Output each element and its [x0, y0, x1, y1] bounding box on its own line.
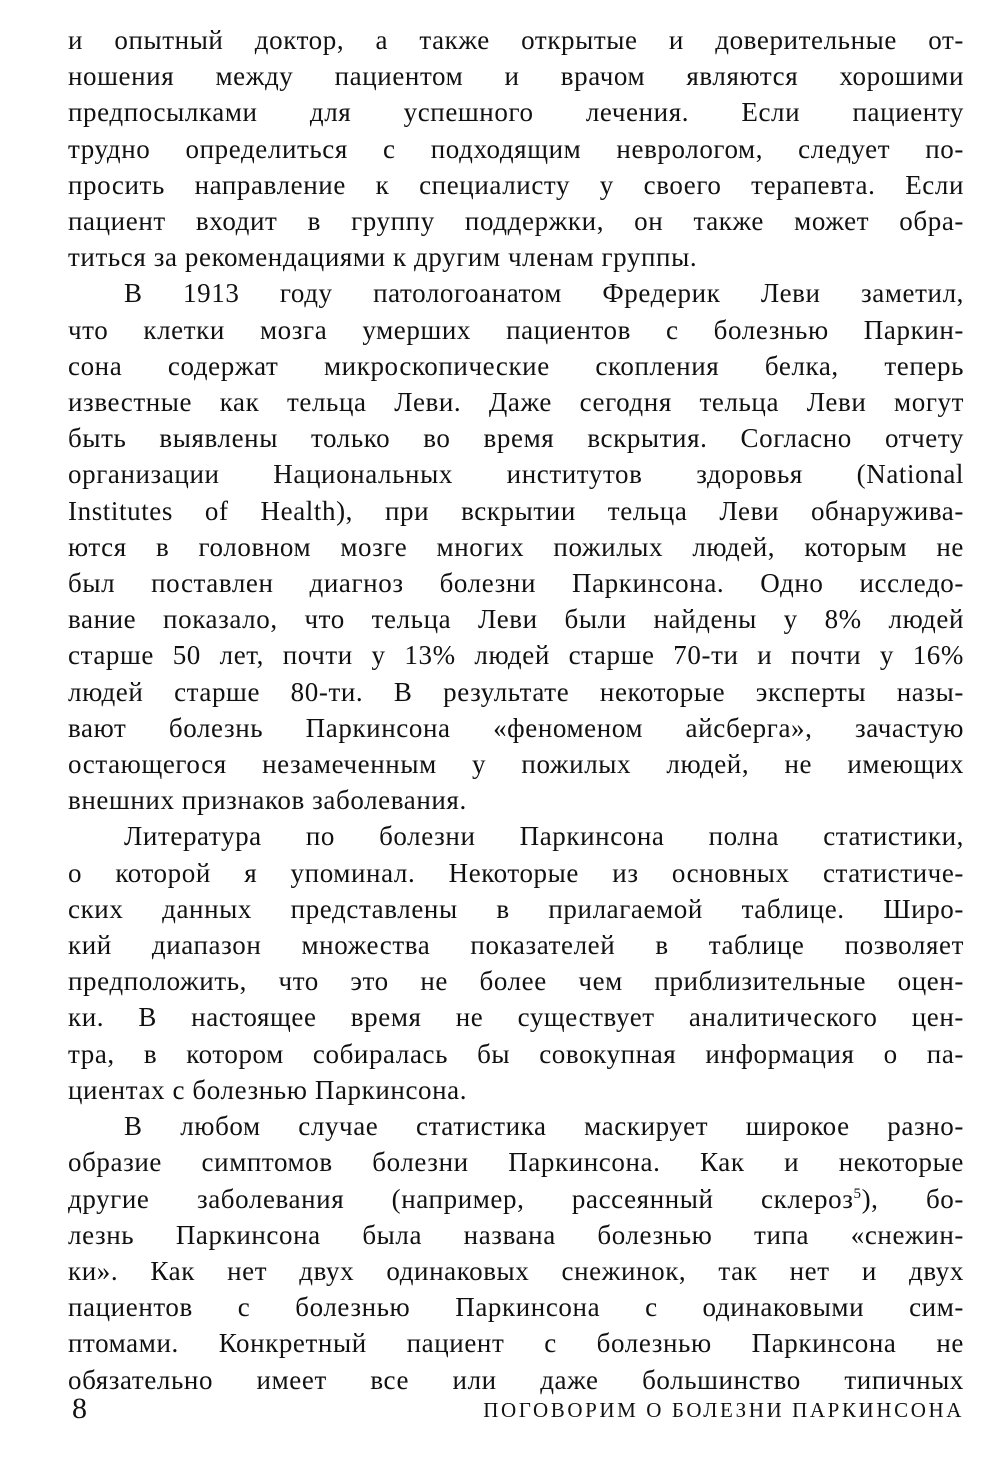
text-line: предпосылками для успешного лечения. Если пациенту — [68, 97, 964, 128]
text-line: вают болезнь Паркинсона «феноменом айсберга», зачастую — [68, 712, 964, 743]
text-line-with-footnote — [68, 1181, 964, 1217]
book-page — [68, 22, 964, 1452]
text-line: лезнь Паркинсона была названа болезнью типа «снежин- — [68, 1219, 964, 1250]
text-line-start: другие заболевания (например, рассеянный склероз — [68, 1183, 854, 1214]
text-line: старше 50 лет, почти у 13% людей старше 70-ти и почти у 16% — [68, 640, 964, 671]
text-line: людей старше 80-ти. В результате некоторые эксперты назы- — [68, 676, 964, 707]
paragraph-3 — [68, 818, 964, 1108]
text-line: Institutes of Health), при вскрытии тельца Леви обнаружива- — [68, 495, 964, 526]
page-number: 8 — [72, 1392, 87, 1425]
page-footer — [68, 1392, 964, 1432]
text-line: быть выявлены только во время вскрытия. Согласно отчету — [68, 423, 964, 454]
text-line: известные как тельца Леви. Даже сегодня тельца Леви могут — [68, 387, 964, 418]
paragraph-1 — [68, 22, 964, 275]
text-line: титься за рекомендациями к другим членам группы. — [68, 242, 698, 273]
text-line: вание показало, что тельца Леви были найдены у 8% людей — [68, 604, 964, 635]
text-line: предположить, что это не более чем приблизительные оцен- — [68, 966, 964, 997]
text-line: ношения между пациентом и врачом являются хорошими — [68, 61, 964, 92]
text-line: ки. В настоящее время не существует аналитического цен- — [68, 1002, 964, 1033]
footnote-marker[interactable]: 5 — [853, 1185, 862, 1202]
paragraph-4 — [68, 1108, 964, 1398]
text-line: организации Национальных институтов здоровья (National — [68, 459, 964, 490]
text-line: пациент входит в группу поддержки, он также может обра- — [68, 206, 964, 237]
page-body-text — [68, 22, 964, 1398]
text-line: обязательно имеет все или даже большинство типичных — [68, 1364, 964, 1395]
text-line: кий диапазон множества показателей в таблице позволяет — [68, 930, 964, 961]
text-line: В 1913 году патологоанатом Фредерик Леви заметил, — [124, 278, 964, 309]
text-line: о которой я упоминал. Некоторые из основных статистиче- — [68, 857, 964, 888]
text-line: трудно определиться с подходящим неврологом, следует по- — [68, 133, 964, 164]
text-line: В любом случае статистика маскирует широкое разно- — [124, 1111, 964, 1142]
paragraph-2 — [68, 275, 964, 818]
text-line: Литература по болезни Паркинсона полна статистики, — [124, 821, 964, 852]
text-line: внешних признаков заболевания. — [68, 785, 467, 816]
running-title: ПОГОВОРИМ О БОЛЕЗНИ ПАРКИНСОНА — [483, 1398, 964, 1422]
text-line: образие симптомов болезни Паркинсона. Как и некоторые — [68, 1147, 964, 1178]
text-line-tail: ), бо- — [861, 1183, 964, 1214]
text-line: циентах с болезнью Паркинсона. — [68, 1074, 468, 1105]
text-line: птомами. Конкретный пациент с болезнью Паркинсона не — [68, 1328, 964, 1359]
text-line: тра, в котором собиралась бы совокупная информация о па- — [68, 1038, 964, 1069]
text-line: пациентов с болезнью Паркинсона с одинаковыми сим- — [68, 1292, 964, 1323]
text-line: остающегося незамеченным у пожилых людей, не имеющих — [68, 749, 964, 780]
text-line: просить направление к специалисту у своего терапевта. Если — [68, 169, 964, 200]
text-line: сона содержат микроскопические скопления белка, теперь — [68, 350, 964, 381]
text-line: ются в головном мозге многих пожилых людей, которым не — [68, 531, 964, 562]
text-line: был поставлен диагноз болезни Паркинсона. Одно исследо- — [68, 568, 964, 599]
text-line: что клетки мозга умерших пациентов с болезнью Паркин- — [68, 314, 964, 345]
text-line: и опытный доктор, а также открытые и доверительные от- — [68, 25, 964, 55]
text-line: ских данных представлены в прилагаемой таблице. Широ- — [68, 893, 964, 924]
text-line: ки». Как нет двух одинаковых снежинок, так нет и двух — [68, 1255, 964, 1286]
